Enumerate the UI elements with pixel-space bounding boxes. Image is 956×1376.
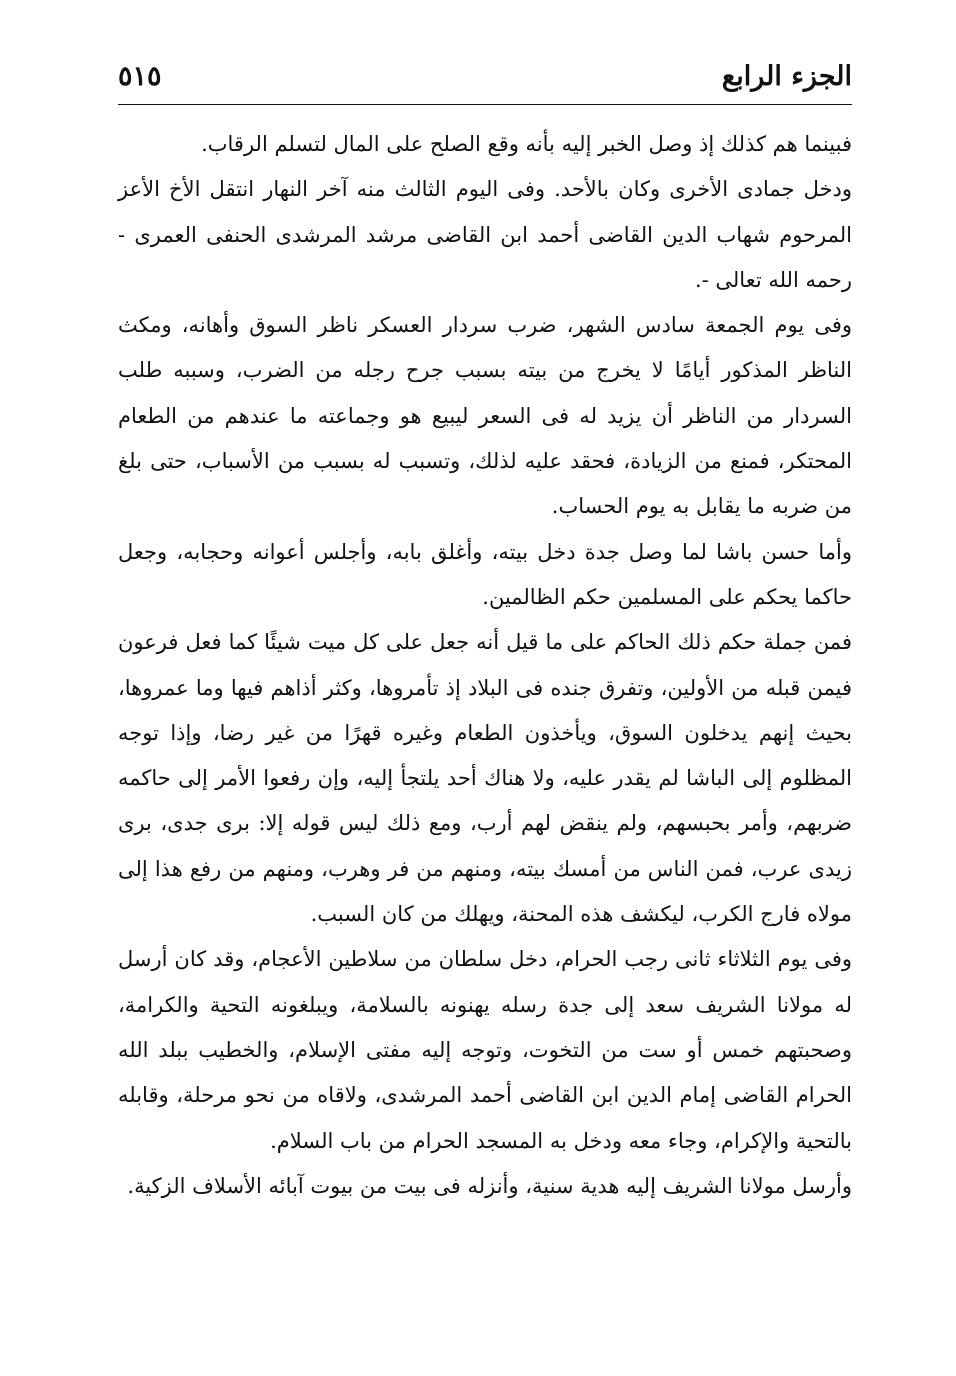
paragraph: وأرسل مولانا الشريف إليه هدية سنية، وأنزله فى بيت من بيوت آبائه الأسلاف الزكية. — [127, 1173, 852, 1198]
page-number: ٥١٥ — [118, 60, 162, 92]
paragraph: ودخل جمادى الأخرى وكان بالأحد. وفى اليوم الثالث منه آخر النهار انتقل الأخ الأعز المرحوم شهاب الدين القاضى أحمد ابن القاضى مرشد المرشدى الحنفى العمرى - رحمه الله تعالى -. — [118, 177, 852, 292]
header-rule — [118, 104, 852, 105]
running-title: الجزء الرابع — [721, 60, 852, 92]
paragraph: فبينما هم كذلك إذ وصل الخبر إليه بأنه وقع الصلح على المال لتسلم الرقاب. — [201, 132, 852, 156]
paragraph: وأما حسن باشا لما وصل جدة دخل بيته، وأغلق بابه، وأجلس أعوانه وحجابه، وجعل حاكما يحكم على المسلمين حكم الظالمين. — [118, 539, 852, 609]
paragraph: وفى يوم الجمعة سادس الشهر، ضرب سردار العسكر ناظر السوق وأهانه، ومكث الناظر المذكور أيامًا لا يخرج من بيته بسبب جرح رجله من الضرب، وسببه طلب السردار من الناظر أن يزيد له فى السعر ليبيع هو وجماعته ما عندهم من الطعام المحتكر، فمنع من الزيادة، فحقد عليه لذلك، وتسبب له بسبب من الأسباب، حتى بلغ من ضربه ما يقابل به يوم الحساب. — [118, 313, 852, 519]
page-header — [118, 54, 852, 98]
paragraph: فمن جملة حكم ذلك الحاكم على ما قيل أنه جعل على كل ميت شيئًا كما فعل فرعون فيمن قبله من الأولين، وتفرق جنده فى البلاد إذ تأمروها، وكثر أذاهم فيها وما عمروها، بحيث إنهم يدخلون السوق، ويأخذون الطعام وغيره قهرًا من غير رضا، وإذا توجه المظلوم إلى الباشا لم يقدر عليه، ولا هناك أحد يلتجأ إليه، وإن رفعوا الأمر إلى حاكمه ضربهم، وأمر بحبسهم، ولم ينقض لهم أرب، ومع ذلك ليس قوله إلا: برى جدى، برى زيدى عرب، فمن الناس من أمسك بيته، ومنهم من فر وهرب، ومنهم من رفع هذا إلى مولاه فارج الكرب، ليكشف هذه المحنة، ويهلك من كان السبب. — [118, 630, 852, 927]
page-body — [118, 122, 852, 1209]
paragraph: وفى يوم الثلاثاء ثانى رجب الحرام، دخل سلطان من سلاطين الأعجام، وقد كان أرسل له مولانا الشريف سعد إلى جدة رسله يهنونه بالسلامة، ويبلغونه التحية والكرامة، وصحبتهم خمس أو ست من التخوت، وتوجه إليه مفتى الإسلام، والخطيب ببلد الله الحرام القاضى إمام الدين ابن القاضى أحمد المرشدى، ولاقاه من نحو مرحلة، وقابله بالتحية والإكرام، وجاء معه ودخل به المسجد الحرام من باب السلام. — [118, 947, 852, 1153]
